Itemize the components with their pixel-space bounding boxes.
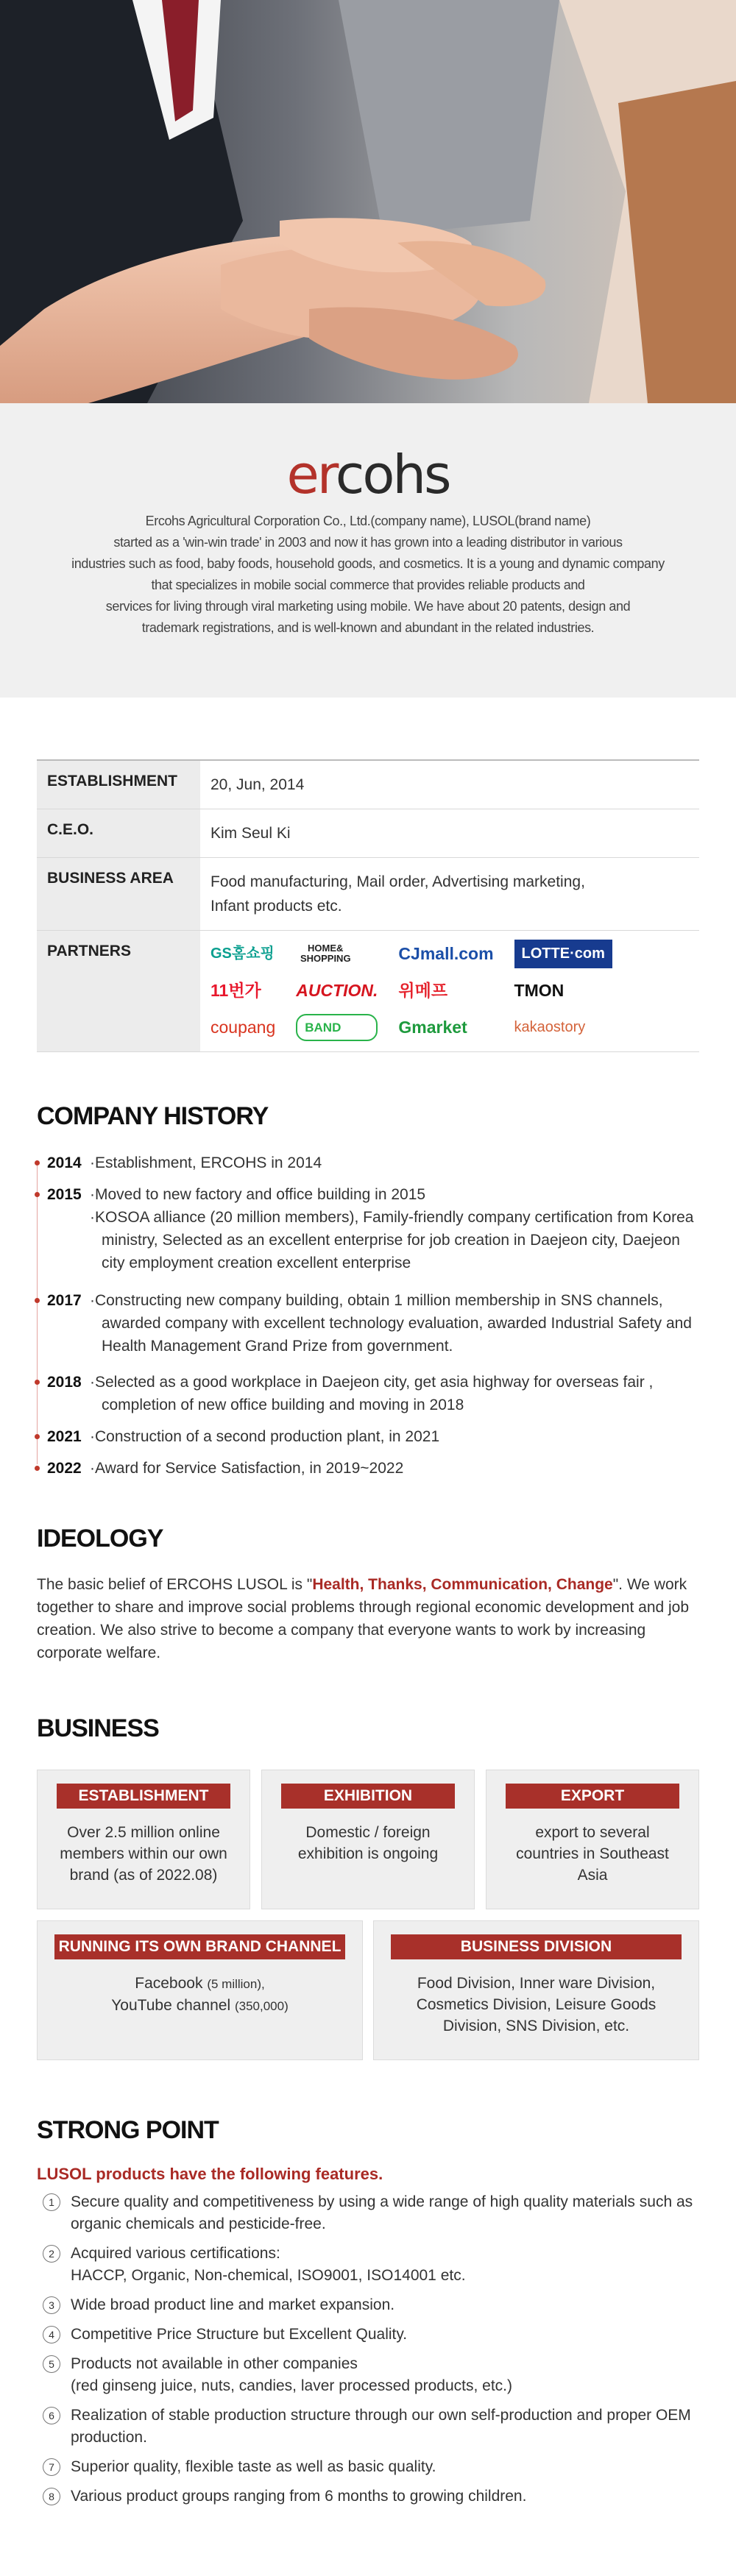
history-event: ·Establishment, ERCOHS in 2014 [90,1154,322,1171]
11st-logo: 11번가 [210,980,261,1000]
number-badge: 2 [43,2245,60,2263]
auction-logo: AUCTION. [296,980,378,1000]
history-event: ·Award for Service Satisfaction, in 2019~2022 [90,1460,404,1477]
business-text: Domestic / foreign exhibition is ongoing [297,1824,439,1862]
intro-line: started as a 'win-win trade' in 2003 and now it has grown into a leading distributor in various [113,535,623,550]
ideology-post: ". We work together to share and improve social problems through regional economic development and job creation. We also strive to become a company that everyone wants to work by increasing corporate welfare. [37,1576,690,1661]
info-label: BUSINESS AREA [37,858,200,931]
strong-point-text: Various product groups ranging from 6 months to growing children. [71,2488,527,2505]
business-text: Over 2.5 million online members within our own brand (as of 2022.08) [60,1824,227,1884]
business-area-line: Infant products etc. [210,898,342,915]
intro-paragraph [40,511,696,639]
list-item [37,2405,707,2449]
kakaostory-logo: kakaostory [514,1018,586,1035]
tmon-logo: TMON [514,980,565,1000]
history-row [37,1289,699,1358]
business-text: export to several countries in Southeast Asia [516,1824,669,1884]
table-row [37,931,699,1052]
ideology-title: IDEOLOGY [37,1525,163,1553]
table-row [37,858,699,931]
intro-line: trademark registrations, and is well-known and abundant in the related industries. [141,620,595,635]
business-text: Food Division, Inner ware Division, Cosmetics Division, Leisure Goods Division, SNS Division, etc. [416,1975,657,2034]
history-title: COMPANY HISTORY [37,1102,269,1130]
business-box-export [486,1770,699,1909]
history-event: ·Construction of a second production plant, in 2021 [90,1428,440,1445]
list-item [37,2485,707,2508]
band-logo: BAND [296,1014,378,1041]
history-row [37,1457,699,1480]
strong-point-text: Superior quality, flexible taste as well as basic quality. [71,2458,436,2475]
history-event: ·Constructing new company building, obtain 1 million membership in SNS channels, awarded company with excellent technology evaluation, awarded Industrial Safety and Health Management Grand Prize from government. [90,1292,692,1355]
youtube-label: YouTube channel [111,1997,231,2014]
history-event: ·Moved to new factory and office building in 2015 [90,1186,426,1203]
business-box-division [373,1920,699,2060]
ideology-text [37,1573,699,1664]
home-shopping-logo: HOME& SHOPPING [300,943,351,964]
number-badge: 1 [43,2193,60,2211]
strong-point-text: Wide broad product line and market expansion. [71,2296,395,2313]
table-row [37,809,699,858]
business-tag: BUSINESS DIVISION [391,1934,682,1959]
business-tag: ESTABLISHMENT [57,1784,230,1809]
history-timeline [37,1152,699,1489]
history-row [37,1183,699,1274]
company-info-table [37,759,699,1052]
business-tag: EXPORT [506,1784,679,1809]
ideology-highlight: Health, Thanks, Communication, Change [312,1576,613,1593]
business-tag: EXHIBITION [281,1784,455,1809]
strong-point-title: STRONG POINT [37,2116,219,2144]
gmarket-logo: Gmarket [398,1017,467,1037]
history-year: 2015 [47,1186,82,1203]
intro-section [0,403,736,698]
business-box-exhibition [261,1770,475,1909]
list-item [37,2324,707,2346]
list-item [37,2456,707,2478]
info-value: Kim Seul Ki [200,809,699,858]
number-badge: 7 [43,2458,60,2476]
number-badge: 5 [43,2355,60,2373]
business-box-establishment [37,1770,250,1909]
strong-point-list [37,2191,707,2515]
cjmall-logo: CJmall.com [398,943,494,963]
partners-cell [200,931,699,1052]
strong-point-intro: LUSOL products have the following features. [37,2165,383,2183]
number-badge: 4 [43,2326,60,2343]
list-item [37,2294,707,2316]
list-item [37,2191,707,2235]
ideology-pre: The basic belief of ERCOHS LUSOL is " [37,1576,313,1593]
strong-point-text: Products not available in other companies (red ginseng juice, nuts, candies, laver processed products, etc.) [71,2355,512,2394]
intro-line: services for living through viral marketing using mobile. We have about 20 patents, design and [105,599,631,614]
partner-logos [210,935,689,1046]
strong-point-text: Secure quality and competitiveness by using a wide range of high quality materials such as organic chemicals and pesticide-free. [71,2193,693,2232]
number-badge: 8 [43,2488,60,2505]
strong-point-text: Realization of stable production structure through our own self-production and proper OEM production. [71,2407,691,2446]
wemakeprice-logo: 위메프 [398,980,448,1000]
business-title: BUSINESS [37,1714,159,1742]
number-badge: 3 [43,2296,60,2314]
history-year: 2021 [47,1428,82,1445]
info-label: ESTABLISHMENT [37,760,200,809]
strong-point-text: Acquired various certifications: HACCP, Organic, Non-chemical, ISO9001, ISO14001 etc. [71,2245,466,2284]
ercohs-logo: ercohs [286,444,450,505]
table-row [37,760,699,809]
facebook-count: (5 million), [207,1977,265,1991]
history-row [37,1152,699,1174]
history-event: ·Selected as a good workplace in Daejeon city, get asia highway for overseas fair , completion of new office building and moving in 2018 [90,1374,654,1413]
history-year: 2018 [47,1374,82,1391]
info-label: C.E.O. [37,809,200,858]
coupang-logo: coupang [210,1017,276,1037]
youtube-count: (350,000) [234,1999,289,2013]
lotte-com-logo: LOTTE·com [514,940,612,968]
history-row [37,1425,699,1448]
strong-point-text: Competitive Price Structure but Excellent Quality. [71,2326,408,2343]
history-year: 2014 [47,1154,82,1171]
business-box-brand-channel [37,1920,363,2060]
history-year: 2017 [47,1292,82,1309]
list-item [37,2243,707,2287]
business-area-line: Food manufacturing, Mail order, Advertising marketing, [210,873,585,890]
hero-image [0,0,736,403]
business-tag: RUNNING ITS OWN BRAND CHANNEL [54,1934,345,1959]
info-label: PARTNERS [37,931,200,1052]
number-badge: 6 [43,2407,60,2424]
history-year: 2022 [47,1460,82,1477]
intro-line: that specializes in mobile social commerce that provides reliable products and [151,578,585,592]
facebook-label: Facebook [135,1975,203,1992]
business-text [38,1973,362,2017]
history-event: ·KOSOA alliance (20 million members), Family-friendly company certification from Korea ministry, Selected as an excellent enterprise for job creation in Daejeon city, Daejeon city employment creation excellent enterprise [90,1209,694,1271]
list-item [37,2353,707,2397]
info-value: 20, Jun, 2014 [200,760,699,809]
info-value [200,858,699,931]
intro-line: industries such as food, baby foods, household goods, and cosmetics. It is a young and dynamic company [71,556,665,571]
intro-line: Ercohs Agricultural Corporation Co., Ltd.(company name), LUSOL(brand name) [145,514,591,528]
gs-shop-logo: GS홈쇼핑 [210,945,275,962]
history-row [37,1371,699,1416]
